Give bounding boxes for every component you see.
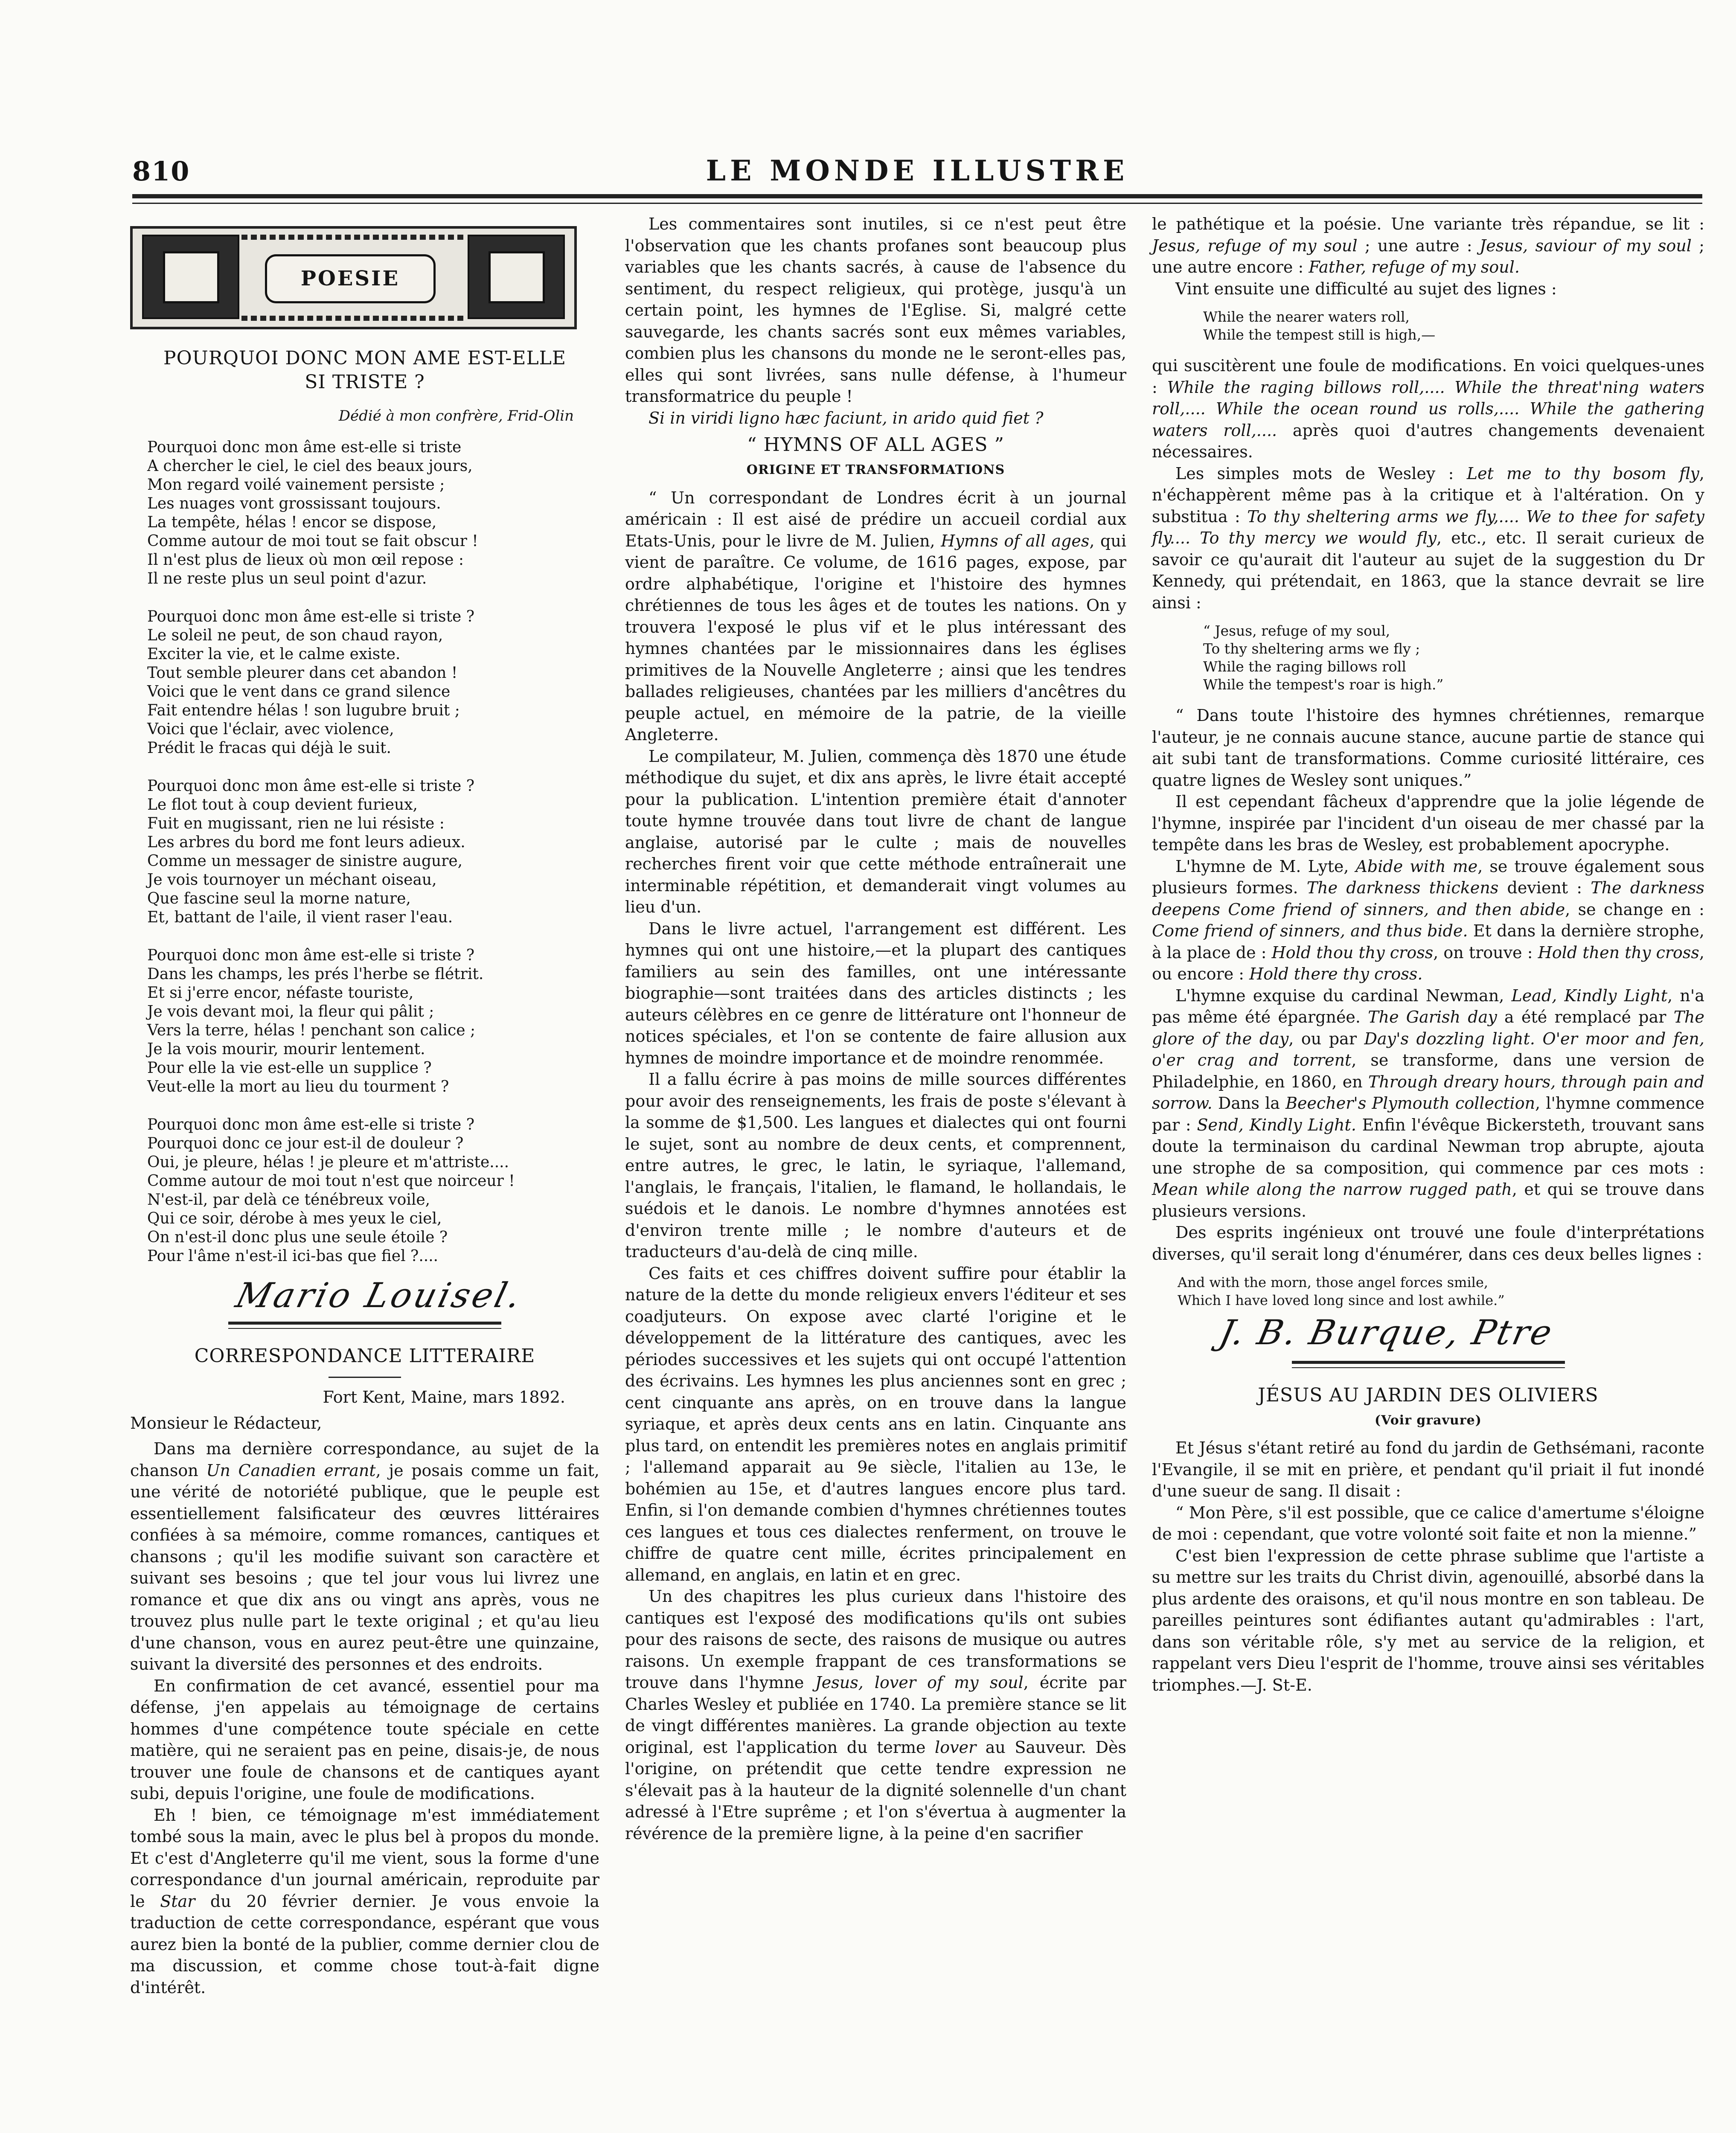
poem-line: Prédit le fracas qui déjà le suit.: [147, 739, 391, 757]
section-rule-thin: [1292, 1367, 1565, 1368]
paragraph: Vint ensuite une difficulté au sujet des lignes :: [1175, 279, 1557, 298]
paragraph: Des esprits ingénieux ont trouvé une foule d'interprétations diverses, qu'il serait long d'énumérer, dans ces deux belles lignes :: [1152, 1223, 1704, 1264]
article-signature: J. B. Burque, Ptre: [1216, 1313, 1557, 1352]
paragraph: “ Dans toute l'histoire des hymnes chrétiennes, remarque l'auteur, je ne connais aucune stance, aucune partie de stance qui ait subi tant de transformations. Comme curiosité littéraire, ces quatre lignes de Wesley sont uniques.”: [1152, 706, 1704, 790]
section-rule-thick: [1292, 1361, 1565, 1364]
banner-ornament-top: [241, 235, 465, 240]
paragraph: “ Mon Père, s'il est possible, que ce calice d'amertume s'éloigne de moi : cependant, que votre volonté soit faite et non la mienne.”: [1152, 1503, 1704, 1543]
poem-line: Exciter la vie, et le calme existe.: [147, 645, 401, 663]
paragraph: L'hymne de M. Lyte, Abide with me, se trouve également sous plusieurs formes. The darkness thickens devient : The darkness deepens Come friend of sinners, and then abide, se change en : Come friend of sinners, and thus bide. Et dans la dernière strophe, à la place de : Hold thou thy cross, on trouve : Hold then thy cross, ou encore : Hold there thy cross.: [1152, 857, 1704, 983]
page-header: [132, 151, 1702, 194]
poem-line: Comme un messager de sinistre augure,: [147, 852, 463, 870]
poem-line: Comme autour de moi tout n'est que noirceur !: [147, 1172, 515, 1190]
paragraph: Il est cependant fâcheux d'apprendre que la jolie légende de l'hymne, inspirée par l'incident d'un oiseau de mer chassé par la tempête dans les bras de Wesley, est probablement apocryphe.: [1152, 792, 1704, 854]
verse-line: While the nearer waters roll,: [1203, 308, 1410, 325]
poem-line: La tempête, hélas ! encor se dispose,: [147, 513, 437, 531]
poem-stanza: [147, 1116, 599, 1266]
paragraph: “ Un correspondant de Londres écrit à un journal américain : Il est aisé de prédire un accueil cordial aux Etats-Unis, pour le livre de M. Julien, Hymns of all ages, qui vient de paraître. Ce volume, de 1616 pages, expose, par ordre alphabétique, l'origine et l'histoire des hymnes chrétiennes de tous les âges et de toutes les nations. On y trouvera l'exposé le plus vif et le plus intéressant des hymnes chantées par le missionnaires dans les églises primitives de la Nouvelle Angleterre ; ainsi que les tendres ballades religieuses, chantées par les milliers d'ancêtres du peuple actuel, en mémoire de la patrie, de la vieille Angleterre.: [625, 488, 1126, 744]
banner-ornament-bottom: [241, 316, 465, 321]
paragraph: Un des chapitres les plus curieux dans l'histoire des cantiques est l'exposé des modifications qu'ils ont subies pour des raisons de secte, des raisons de musique ou autres raisons. Un exemple frappant de ces transformations se trouve dans l'hymne Jesus, lover of my soul, écrite par Charles Wesley et publiée en 1740. La première stance se lit de vingt différentes manières. La grande objection au texte original, est l'application du terme lover au Sauveur. Dès l'origine, on prétendit que cette tendre expression ne s'élevait pas à la hauteur de la dignité solennelle d'un chant adressé à l'Etre suprême ; et l'on s'évertua à augmenter la révérence de la première ligne, à la peine d'en sacrifier: [625, 1587, 1126, 1843]
poem-line: Pourquoi donc mon âme est-elle si triste ?: [147, 777, 475, 795]
paragraph: En confirmation de cet avancé, essentiel pour ma défense, j'en appelais au témoignage de certains hommes d'une compétence toute spéciale en cette matière, qui ne seraient pas en peine, disais-je, de nous trouver une foule de chansons et de cantiques ayant subi, depuis l'origine, une foule de modifications.: [130, 1676, 599, 1803]
poem-line: Il ne reste plus un seul point d'azur.: [147, 570, 427, 587]
hymns-subtitle: ORIGINE ET TRANSFORMATIONS: [746, 462, 1005, 477]
paragraph: Les simples mots de Wesley : Let me to thy bosom fly, n'échappèrent même pas à la critique et à l'altération. On y substitua : To thy sheltering arms we fly,.... We to thee for safety fly.... To thy mercy we would fly, etc., etc. Il serait curieux de savoir ce qu'aurait dit l'auteur au sujet de la suggestion du Dr Kennedy, qui prétendait, en 1863, que la stance devrait se lire ainsi :: [1152, 464, 1704, 612]
poem-line: Pourquoi donc mon âme est-elle si triste ?: [147, 946, 475, 964]
poem-line: Il n'est plus de lieux où mon œil repose :: [147, 551, 464, 569]
column-right: [1152, 213, 1704, 1696]
paragraph: Eh ! bien, ce témoignage m'est immédiatement tombé sous la main, avec le plus bel à propos du monde. Et c'est d'Angleterre qu'il me vient, sous la forme d'une correspondance d'un journal américain, reproduite par le Star du 20 février dernier. Je vous envoie la traduction de cette correspondance, espérant que vous aurez bien la bonté de la publier, comme dernier clou de ma discussion, et comme chose tout-à-fait digne d'intérêt.: [130, 1805, 599, 1997]
poem-line: Je la vois mourir, mourir lentement.: [147, 1040, 425, 1058]
poem-line: Voici que l'éclair, avec violence,: [147, 720, 394, 738]
jesus-subtitle: (Voir gravure): [1375, 1412, 1482, 1428]
poem-line: Pour l'âme n'est-il ici-bas que fiel ?....: [147, 1247, 439, 1265]
dateline: Fort Kent, Maine, mars 1892.: [323, 1388, 565, 1407]
poem-line: Tout semble pleurer dans cet abandon !: [147, 664, 458, 682]
poem-line: Comme autour de moi tout se fait obscur !: [147, 532, 478, 550]
poesie-banner: [130, 226, 577, 329]
poem-line: Pourquoi donc mon âme est-elle si triste ?: [147, 607, 475, 625]
poem-line: Pourquoi donc mon âme est-elle si triste: [147, 438, 462, 456]
column-left: [130, 213, 599, 1998]
poem-line: Veut-elle la mort au lieu du tourment ?: [147, 1078, 449, 1096]
poem-line: Je vois tournoyer un méchant oiseau,: [147, 871, 437, 889]
poem-line: Pourquoi donc mon âme est-elle si triste ?: [147, 1116, 475, 1133]
masthead-title: LE MONDE ILLUSTRE: [706, 154, 1129, 187]
section-rule-thin: [228, 1328, 501, 1329]
column-middle: [625, 213, 1126, 1844]
jesus-title: JÉSUS AU JARDIN DES OLIVIERS: [1258, 1384, 1599, 1406]
hymns-title: “ HYMNS OF ALL AGES ”: [747, 434, 1005, 456]
poem-stanza: [147, 946, 599, 1096]
poem-dedication: Dédié à mon confrère, Frid-Olin: [338, 407, 574, 424]
poem-title-line1: POURQUOI DONC MON AME EST-ELLE: [163, 347, 566, 369]
verse-line: While the tempest's roar is high.”: [1203, 676, 1444, 693]
poem-body: [130, 438, 599, 1266]
verse-quote: [1203, 308, 1704, 344]
poem-line: Pourquoi donc ce jour est-il de douleur ?: [147, 1134, 464, 1152]
verse-line: Which I have loved long since and lost awhile.”: [1178, 1292, 1505, 1308]
paragraph: qui suscitèrent une foule de modifications. En voici quelques-unes : While the raging billows roll,.... While the threat'ning waters roll,.... While the ocean round us rolls,.... While the gathering waters roll,.... après quoi d'autres changements devenaient nécessaires.: [1152, 356, 1704, 461]
verse-line: And with the morn, those angel forces smile,: [1178, 1274, 1489, 1290]
verse-line: “ Jesus, refuge of my soul,: [1203, 622, 1390, 639]
paragraph: L'hymne exquise du cardinal Newman, Lead, Kindly Light, n'a pas même été épargnée. The Garish day a été remplacé par The glore of the day, ou par Day's dozzling light. O'er moor and fen, o'er crag and torrent, se transforme, dans une version de Philadelphie, en 1860, en Through dreary hours, through pain and sorrow. Dans la Beecher's Plymouth collection, l'hymne commence par : Send, Kindly Light. Enfin l'évêque Bickersteth, trouvant sans doute la terminaison du cardinal Newman trop abrupte, ajouta une strophe de sa composition, qui commence par ces mots : Mean while along the narrow rugged path, et qui se trouve dans plusieurs versions.: [1152, 986, 1705, 1221]
poem-line: Vers la terre, hélas ! penchant son calice ;: [147, 1021, 476, 1039]
poem-line: Que fascine seul la morne nature,: [147, 889, 411, 907]
paragraph: Les commentaires sont inutiles, si ce n'est peut être l'observation que les chants profanes sont beaucoup plus variables que les chants sacrés, à cause de l'absence du sentiment, du respect religieux, qui protège, jusqu'à un certain point, les hymnes de l'Eglise. Si, malgré cette sauvegarde, les chants sacrés sont eux mêmes variables, combien plus les chansons du monde ne le seront-elles pas, elles qui sont livrées, sans nulle défense, à l'humeur transformatrice du peuple !: [625, 215, 1126, 406]
verse-quote: [1178, 1273, 1704, 1309]
poem-line: Les nuages vont grossissant toujours.: [147, 494, 441, 512]
poem-line: Fait entendre hélas ! son lugubre bruit ;: [147, 701, 460, 719]
verse-line: While the tempest still is high,—: [1203, 326, 1436, 343]
poem-signature: Mario Louisel.: [232, 1275, 527, 1315]
paragraph: Dans ma dernière correspondance, au sujet de la chanson Un Canadien errant, je posais comme un fait, une vérité de notoriété publique, que le peuple est essentiellement falsificateur des œuvres littéraires confiées à sa mémoire, comme romances, cantiques et chansons ; qu'il les modifie suivant son caractère et suivant ses besoins ; que tel jour vous lui livrez une romance et que dix ans ou vingt ans après, vous ne trouvez plus nulle part le texte original ; et qu'au lieu d'une chanson, vous en aurez peut-être une quinzaine, suivant la diversité des personnes et des endroits.: [130, 1439, 599, 1674]
poem-stanza: [147, 777, 599, 927]
paragraph: Il a fallu écrire à pas moins de mille sources différentes pour avoir des renseignements, les frais de poste s'élevant à la somme de $1,500. Les langues et dialectes qui ont fourni le sujet, sont au nombre de deux cents, et comprennent, entre autres, le grec, le latin, le syriaque, l'allemand, l'anglais, le français, l'italien, le flamand, le hollandais, le suédois et le danois. Le nombre d'hymnes annotées est d'environ trente mille ; le nombre d'auteurs et de traducteurs d'au-delà de cinq mille.: [625, 1070, 1126, 1261]
poem-stanza: [147, 607, 599, 758]
section-rule-thick: [228, 1322, 501, 1325]
paragraph: le pathétique et la poésie. Une variante très répandue, se lit : Jesus, refuge of my soul ; une autre : Jesus, saviour of my soul ; une autre encore : Father, refuge of my soul.: [1152, 215, 1705, 276]
paragraph: Dans le livre actuel, l'arrangement est différent. Les hymnes qui ont une histoire,—et la plupart des cantiques familiers au sein des familles, ont une intéressante biographie—sont traitées dans des articles distincts ; les auteurs célèbres en ce genre de littérature ont l'honneur de notices spéciales, et l'on se contente de faire allusion aux hymnes de moindre importance et de moindre renommée.: [625, 919, 1126, 1067]
poem-line: N'est-il, par delà ce ténébreux voile,: [147, 1191, 430, 1209]
latin-quote: Si in viridi ligno hæc faciunt, in arido quid fiet ?: [648, 408, 1044, 427]
banner-ornament-right: [468, 235, 565, 319]
paragraph: C'est bien l'expression de cette phrase sublime que l'artiste a su mettre sur les traits du Christ divin, agenouillé, absorbé dans la plus ardente des oraisons, et qu'il nous montre en son tableau. De pareilles peintures sont édifiantes autant qu'admirables : l'art, dans son véritable rôle, s'y met au service de la religion, et rappelant vers Dieu l'esprit de l'homme, trouve ainsi ses véritables triomphes.—J. St-E.: [1152, 1546, 1704, 1694]
poem-line: Je vois devant moi, la fleur qui pâlit ;: [147, 1003, 434, 1020]
verse-quote: [1203, 622, 1704, 694]
salutation: Monsieur le Rédacteur,: [130, 1413, 322, 1433]
correspondence-title: CORRESPONDANCE LITTERAIRE: [194, 1345, 535, 1367]
poem-line: Oui, je pleure, hélas ! je pleure et m'attriste....: [147, 1153, 509, 1171]
poem-line: Mon regard voilé vainement persiste ;: [147, 476, 445, 494]
verse-line: To thy sheltering arms we fly ;: [1203, 640, 1420, 657]
paragraph: Le compilateur, M. Julien, commença dès 1870 une étude méthodique du sujet, et dix ans après, le livre était accepté pour la publication. L'intention première était d'annoter toute hymne trouvée dans tout livre de chant de langue anglaise, autorisé par le culte ; mais de nouvelles recherches firent voir que cette méthode entraînerait une interminable répétition, et demanderait vingt volumes au lieu d'un.: [625, 747, 1126, 916]
header-rule-thin: [132, 203, 1702, 204]
poem-line: On n'est-il donc plus une seule étoile ?: [147, 1228, 448, 1246]
poem-line: Et si j'erre encor, néfaste touriste,: [147, 984, 414, 1002]
paragraph: Ces faits et ces chiffres doivent suffire pour établir la nature de la dette du monde religieux envers l'éditeur et ses coadjuteurs. On expose avec clarté l'origine et le développement de la littérature des cantiques, avec les périodes successives et les sujets qui ont occupé l'attention des écrivains. Les hymnes les plus anciennes sont en grec ; cent cinquante ans après, on en trouve dans la langue syriaque, et après deux cents ans en latin. Cinquante ans plus tard, on entendit les premières notes en anglais primitif ; l'allemand apparait au 9e siècle, l'italien au 13e, le bohémien au 15e, et d'autres langues encore plus tard. Enfin, si l'on demande combien d'hymnes chrétiennes toutes ces langues et tous ces dialectes renferment, on trouve le chiffre de quatre cent mille, écrites principalement en allemand, en anglais, en latin et en grec.: [625, 1264, 1126, 1584]
paragraph: Et Jésus s'étant retiré au fond du jardin de Gethsémani, raconte l'Evangile, il se mit en prière, et pendant qu'il priait il fut inondé d'une sueur de sang. Il disait :: [1152, 1438, 1704, 1500]
poem-line: Qui ce soir, dérobe à mes yeux le ciel,: [147, 1209, 442, 1227]
page-number: 810: [132, 156, 190, 187]
poem-line: A chercher le ciel, le ciel des beaux jours,: [147, 457, 473, 475]
poem-line: Voici que le vent dans ce grand silence: [147, 683, 451, 700]
banner-ornament-left: [142, 235, 239, 319]
short-rule: [329, 1377, 401, 1378]
banner-label: POESIE: [265, 254, 436, 303]
poem-line: Dans les champs, les prés l'herbe se flétrit.: [147, 965, 484, 983]
poem-line: Le soleil ne peut, de son chaud rayon,: [147, 626, 443, 644]
poem-title-line2: SI TRISTE ?: [305, 371, 425, 393]
poem-stanza: [147, 438, 599, 588]
header-rule-thick: [132, 194, 1702, 198]
poem-line: Le flot tout à coup devient furieux,: [147, 796, 418, 814]
verse-line: While the raging billows roll: [1203, 658, 1406, 675]
poem-line: Les arbres du bord me font leurs adieux.: [147, 833, 465, 851]
poem-line: Et, battant de l'aile, il vient raser l'eau.: [147, 908, 453, 926]
poem-line: Pour elle la vie est-elle un supplice ?: [147, 1059, 432, 1077]
poem-line: Fuit en mugissant, rien ne lui résiste :: [147, 814, 445, 832]
